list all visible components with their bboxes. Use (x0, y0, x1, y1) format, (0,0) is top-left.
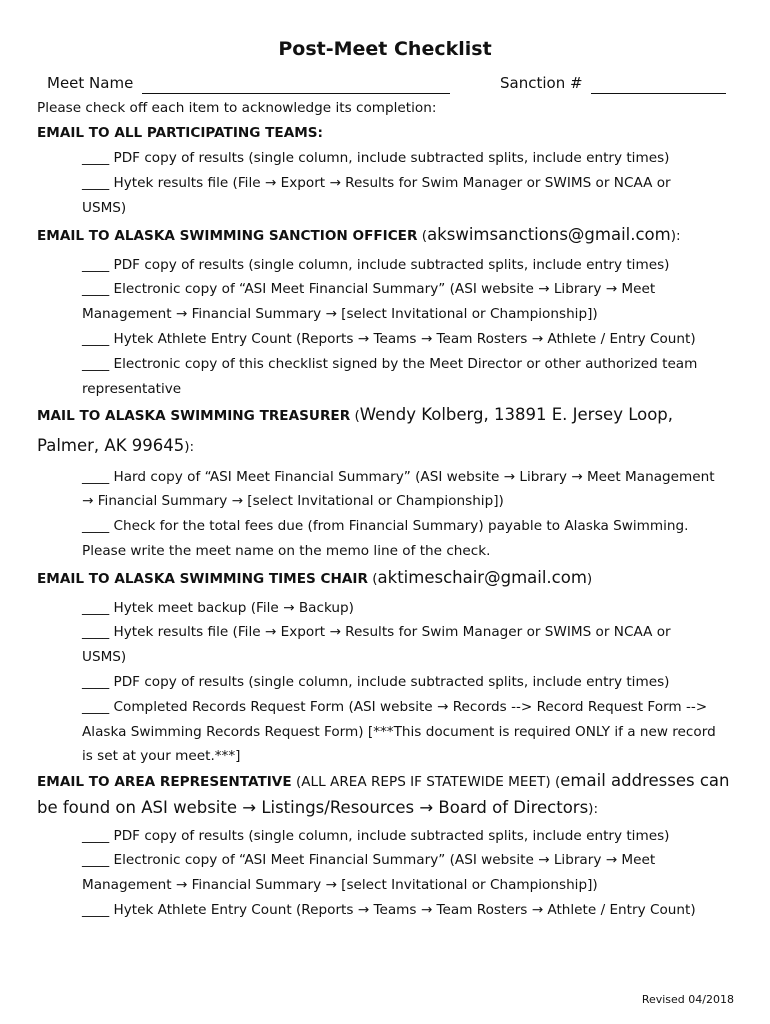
checklist-item[interactable]: ____ Electronic copy of this checklist signed by the Meet Director or other authorized team (82, 356, 698, 372)
checklist-item-cont: representative (82, 381, 182, 397)
checklist-item[interactable]: ____ PDF copy of results (single column, include subtracted splits, include entry times) (82, 150, 670, 166)
checklist-item[interactable]: ____ Hytek Athlete Entry Count (Reports → Teams → Team Rosters → Athlete / Entry Count) (82, 331, 696, 347)
checklist-item[interactable]: ____ Hard copy of “ASI Meet Financial Summary” (ASI website → Library → Meet Management (82, 469, 715, 485)
checklist-item[interactable]: ____ PDF copy of results (single column, include subtracted splits, include entry times) (82, 257, 670, 273)
section-heading-cont: Palmer, AK 99645): (37, 436, 195, 455)
checklist-item-cont: Management → Financial Summary → [select Invitational or Championship]) (82, 306, 598, 322)
treasurer-address: Wendy Kolberg, 13891 E. Jersey Loop, (359, 405, 674, 424)
intro-text: Please check off each item to acknowledge its completion: (37, 100, 437, 116)
sanction-blank[interactable] (591, 75, 726, 94)
checklist-item[interactable]: ____ Completed Records Request Form (ASI website → Records --> Record Request Form --> (82, 699, 708, 715)
checklist-item[interactable]: ____ Hytek results file (File → Export → Results for Swim Manager or SWIMS or NCAA or (82, 175, 671, 191)
sanction-field[interactable] (500, 72, 726, 94)
section-heading: EMAIL TO ALASKA SWIMMING SANCTION OFFICER (akswimsanctions@gmail.com): (37, 225, 681, 244)
section-heading: EMAIL TO ALL PARTICIPATING TEAMS: (37, 125, 323, 141)
checklist-item[interactable]: ____ PDF copy of results (single column, include subtracted splits, include entry times) (82, 674, 670, 690)
checklist-item-cont: Please write the meet name on the memo line of the check. (82, 543, 491, 559)
checklist-item[interactable]: ____ Electronic copy of “ASI Meet Financial Summary” (ASI website → Library → Meet (82, 281, 656, 297)
section-heading: EMAIL TO ALASKA SWIMMING TIMES CHAIR (aktimeschair@gmail.com) (37, 568, 593, 587)
checklist-item-cont: USMS) (82, 200, 127, 216)
revised-date: Revised 04/2018 (641, 993, 734, 1006)
section-heading-cont: be found on ASI website → Listings/Resources → Board of Directors): (37, 798, 599, 817)
checklist-item[interactable]: ____ Electronic copy of “ASI Meet Financial Summary” (ASI website → Library → Meet (82, 852, 656, 868)
checklist-item[interactable]: ____ Hytek meet backup (File → Backup) (82, 600, 354, 616)
section-heading: EMAIL TO AREA REPRESENTATIVE (ALL AREA REPS IF STATEWIDE MEET) (email addresses can (37, 771, 730, 790)
meet-name-blank[interactable] (142, 75, 450, 94)
checklist-item[interactable]: ____ Hytek results file (File → Export → Results for Swim Manager or SWIMS or NCAA or (82, 624, 671, 640)
sanction-label: Sanction # (500, 74, 583, 92)
page-title: Post-Meet Checklist (278, 38, 492, 60)
checklist-item-cont: Management → Financial Summary → [select Invitational or Championship]) (82, 877, 598, 893)
sanction-officer-email: akswimsanctions@gmail.com (427, 225, 671, 244)
checklist-item[interactable]: ____ Hytek Athlete Entry Count (Reports → Teams → Team Rosters → Athlete / Entry Count) (82, 902, 696, 918)
checklist-item-cont: Alaska Swimming Records Request Form) [***This document is required ONLY if a new record (82, 724, 716, 740)
meet-name-label: Meet Name (47, 74, 134, 92)
times-chair-email: aktimeschair@gmail.com (377, 568, 587, 587)
checklist-item-cont: USMS) (82, 649, 127, 665)
checklist-item-cont: is set at your meet.***] (82, 748, 241, 764)
meet-name-field[interactable] (47, 72, 450, 94)
checklist-item[interactable]: ____ PDF copy of results (single column, include subtracted splits, include entry times) (82, 828, 670, 844)
checklist-item-cont: → Financial Summary → [select Invitational or Championship]) (82, 493, 504, 509)
checklist-item[interactable]: ____ Check for the total fees due (from Financial Summary) payable to Alaska Swimming. (82, 518, 689, 534)
section-heading: MAIL TO ALASKA SWIMMING TREASURER (Wendy Kolberg, 13891 E. Jersey Loop, (37, 405, 674, 424)
